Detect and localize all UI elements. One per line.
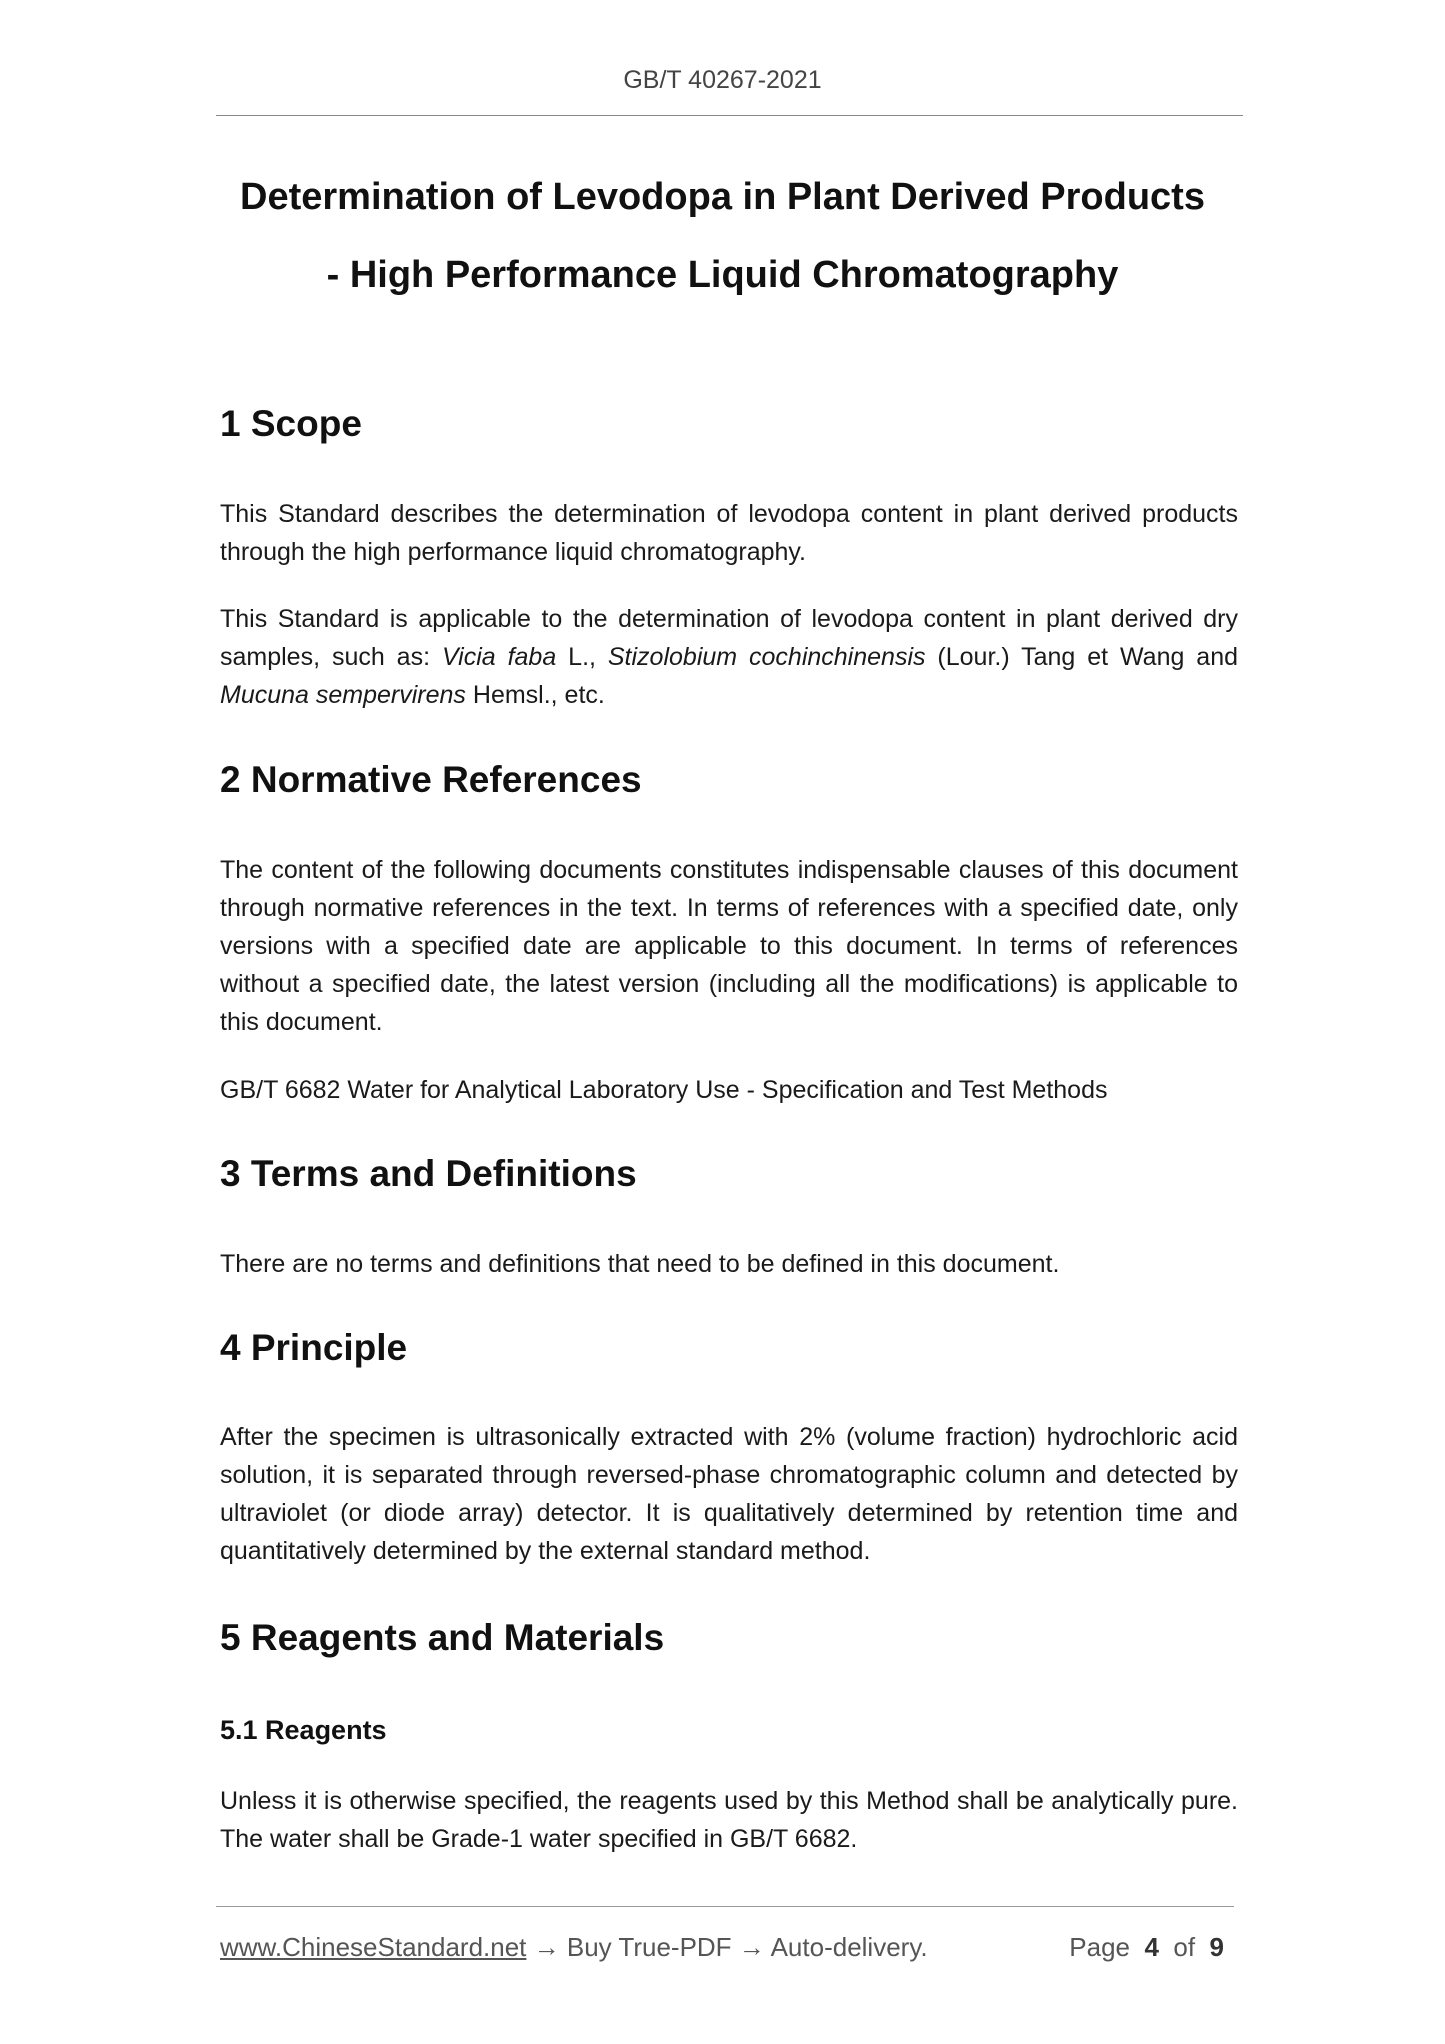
footer-divider: [216, 1906, 1234, 1907]
section-heading-principle: 4 Principle: [220, 1327, 408, 1368]
document-title-line2: - High Performance Liquid Chromatography: [326, 254, 1119, 296]
principle-paragraph: After the specimen is ultrasonically extracted with 2% (volume fraction) hydrochloric acid solution, it is separated through reversed-phase chromatographic column and detected by ultraviolet (or diode array) detector. It is qualitatively determined by retention time and quantitatively determined by the external standard method.: [220, 1423, 1238, 1565]
scope-paragraph-2: This Standard is applicable to the determination of levodopa content in plant derived dry samples, such as: Vicia faba L., Stizolobium cochinchinensis (Lour.) Tang et Wang and Mucuna sempervirens Hemsl., etc.: [220, 605, 1239, 709]
subsection-heading-reagents: 5.1 Reagents: [220, 1715, 387, 1745]
header-divider: [216, 115, 1243, 116]
page-footer: [220, 1932, 1238, 1966]
total-pages: 9: [1209, 1932, 1224, 1962]
arrow-right-icon: →: [526, 1932, 567, 1962]
scope-paragraph-1: This Standard describes the determination of levodopa content in plant derived products through the high performance liquid chromatography.: [220, 500, 1238, 566]
section-heading-normative-references: 2 Normative References: [220, 759, 642, 800]
section-heading-terms: 3 Terms and Definitions: [220, 1153, 637, 1194]
normative-paragraph-1: The content of the following documents constitutes indispensable clauses of this document through normative references in the text. In terms of references with a specified date, only versions with a specified date are applicable to this document. In terms of references without a specified date, the latest version (including all the modifications) is applicable to this document.: [220, 856, 1238, 1036]
document-title-line1: Determination of Levodopa in Plant Derived Products: [240, 176, 1205, 218]
terms-paragraph: There are no terms and definitions that need to be defined in this document.: [220, 1250, 1060, 1278]
arrow-right-icon: →: [731, 1932, 771, 1962]
page-number: Page 4 of 9: [1069, 1932, 1224, 1962]
footer-delivery-text: Auto-delivery.: [770, 1932, 928, 1962]
reagents-paragraph: Unless it is otherwise specified, the reagents used by this Method shall be analytically pure. The water shall be Grade-1 water specified in GB/T 6682.: [220, 1787, 1238, 1853]
current-page: 4: [1144, 1932, 1159, 1962]
normative-reference-item: GB/T 6682 Water for Analytical Laboratory Use - Specification and Test Methods: [220, 1076, 1108, 1104]
footer-buy-text: Buy True-PDF: [566, 1932, 732, 1962]
section-heading-scope: 1 Scope: [220, 403, 362, 444]
section-heading-reagents-materials: 5 Reagents and Materials: [220, 1617, 665, 1658]
header-standard-code: GB/T 40267-2021: [623, 66, 822, 94]
footer-website-link[interactable]: www.ChineseStandard.net: [220, 1932, 527, 1962]
